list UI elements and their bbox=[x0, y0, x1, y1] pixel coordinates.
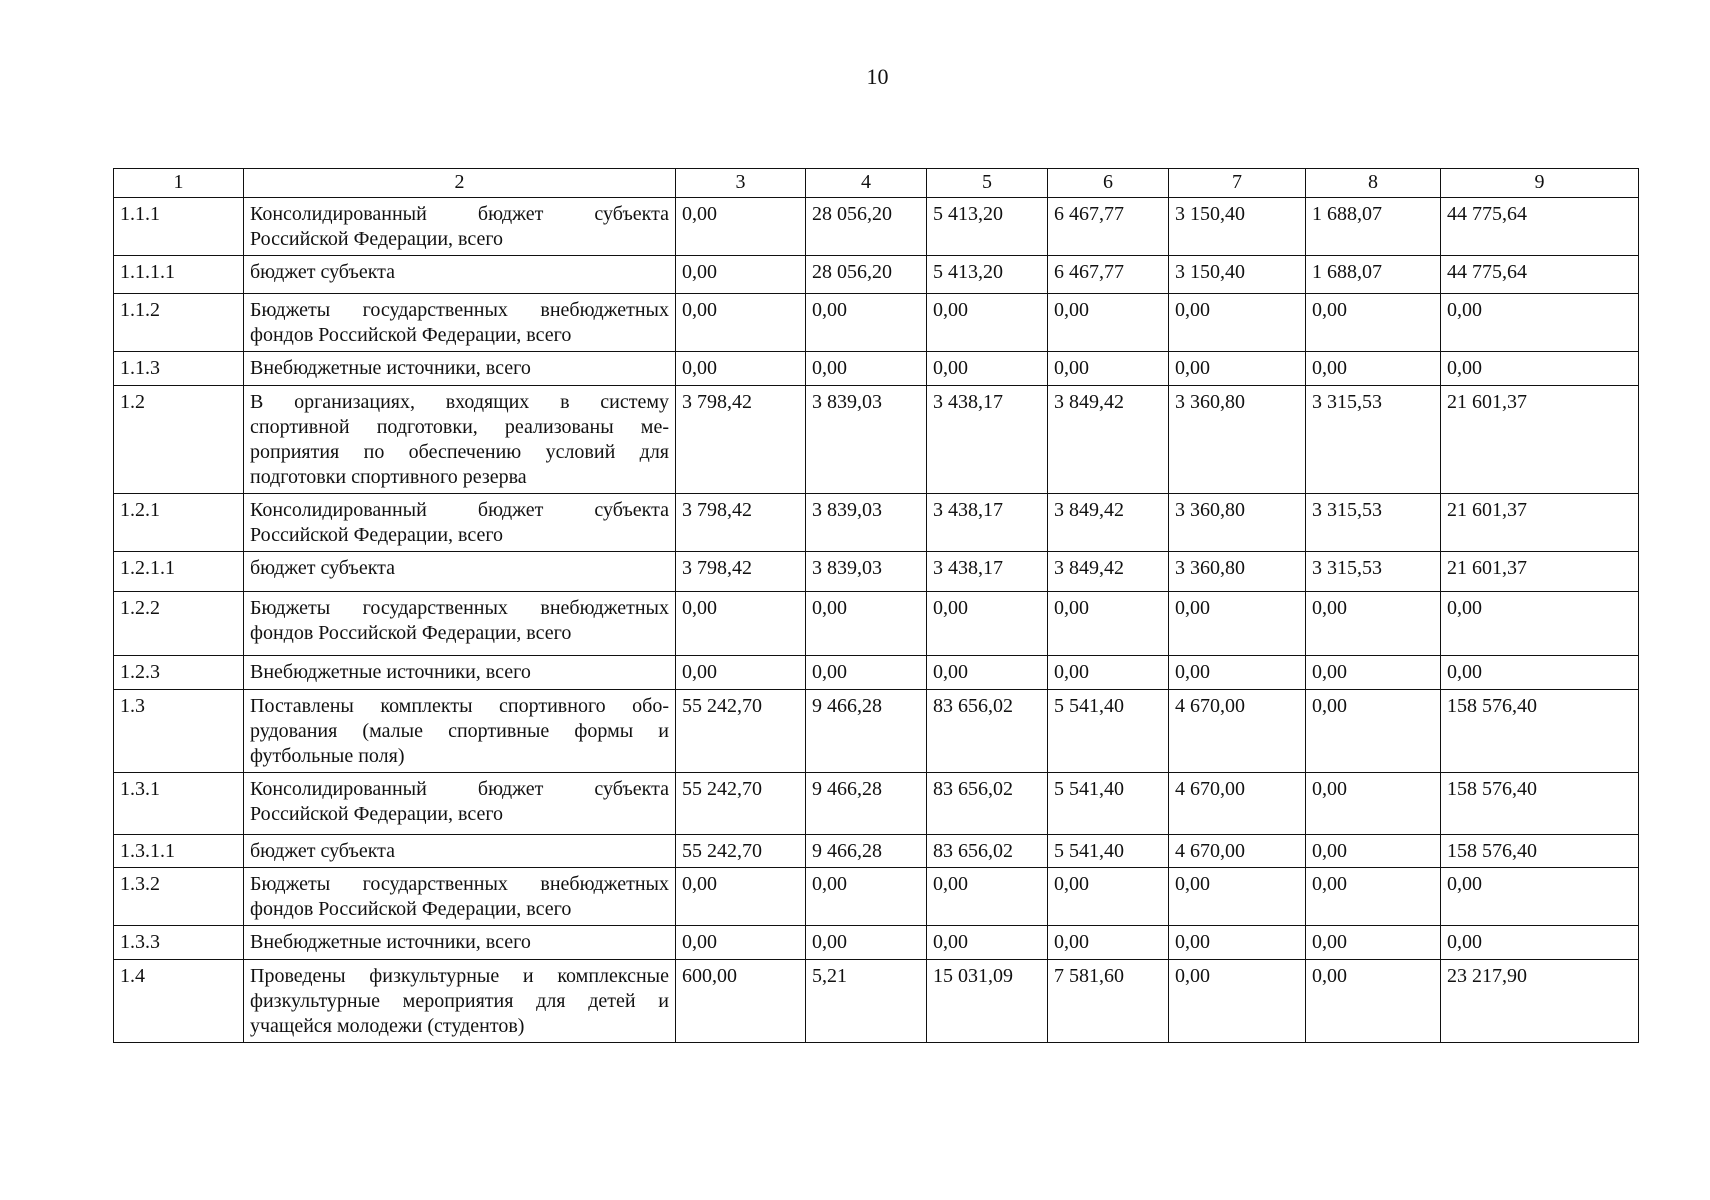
table-row bbox=[114, 690, 1639, 773]
value-cell: 0,00 bbox=[806, 926, 927, 960]
row-code: 1.3.1 bbox=[114, 773, 244, 835]
row-description: Бюджеты государственных внебюджетных фондов Российской Федерации, всего bbox=[244, 868, 676, 926]
row-code: 1.3.3 bbox=[114, 926, 244, 960]
value-cell: 3 849,42 bbox=[1048, 552, 1169, 592]
table-row bbox=[114, 256, 1639, 294]
value-cell: 5 541,40 bbox=[1048, 690, 1169, 773]
row-description: Внебюджетные источники, всего bbox=[244, 352, 676, 386]
value-cell: 3 839,03 bbox=[806, 552, 927, 592]
table-row bbox=[114, 386, 1639, 494]
value-cell: 4 670,00 bbox=[1169, 835, 1306, 868]
value-cell: 0,00 bbox=[1306, 592, 1441, 656]
value-cell: 0,00 bbox=[1048, 294, 1169, 352]
row-description: Поставлены комплекты спортивного оборудования (малые спортивные формы и футбольные поля) bbox=[244, 690, 676, 773]
value-cell: 21 601,37 bbox=[1441, 386, 1639, 494]
value-cell: 3 798,42 bbox=[676, 494, 806, 552]
value-cell: 7 581,60 bbox=[1048, 960, 1169, 1043]
value-cell: 0,00 bbox=[1306, 656, 1441, 690]
header-cell: 6 bbox=[1048, 169, 1169, 198]
value-cell: 0,00 bbox=[676, 868, 806, 926]
value-cell: 0,00 bbox=[1169, 868, 1306, 926]
value-cell: 3 315,53 bbox=[1306, 494, 1441, 552]
value-cell: 0,00 bbox=[1306, 294, 1441, 352]
header-cell: 1 bbox=[114, 169, 244, 198]
value-cell: 0,00 bbox=[676, 926, 806, 960]
table-header bbox=[114, 169, 1639, 198]
value-cell: 23 217,90 bbox=[1441, 960, 1639, 1043]
row-code: 1.3.1.1 bbox=[114, 835, 244, 868]
value-cell: 0,00 bbox=[1048, 868, 1169, 926]
value-cell: 0,00 bbox=[1048, 926, 1169, 960]
value-cell: 3 360,80 bbox=[1169, 552, 1306, 592]
value-cell: 0,00 bbox=[676, 352, 806, 386]
value-cell: 9 466,28 bbox=[806, 773, 927, 835]
value-cell: 3 839,03 bbox=[806, 494, 927, 552]
header-cell: 5 bbox=[927, 169, 1048, 198]
value-cell: 0,00 bbox=[927, 656, 1048, 690]
table-row bbox=[114, 868, 1639, 926]
row-description: бюджет субъекта bbox=[244, 835, 676, 868]
value-cell: 3 360,80 bbox=[1169, 494, 1306, 552]
value-cell: 0,00 bbox=[1306, 868, 1441, 926]
header-cell: 8 bbox=[1306, 169, 1441, 198]
value-cell: 5 541,40 bbox=[1048, 773, 1169, 835]
row-code: 1.2.3 bbox=[114, 656, 244, 690]
value-cell: 0,00 bbox=[806, 868, 927, 926]
value-cell: 0,00 bbox=[927, 352, 1048, 386]
table-row bbox=[114, 656, 1639, 690]
value-cell: 28 056,20 bbox=[806, 256, 927, 294]
table-row bbox=[114, 835, 1639, 868]
value-cell: 0,00 bbox=[676, 592, 806, 656]
value-cell: 0,00 bbox=[1441, 926, 1639, 960]
value-cell: 3 438,17 bbox=[927, 494, 1048, 552]
value-cell: 0,00 bbox=[806, 592, 927, 656]
row-description: бюджет субъекта bbox=[244, 256, 676, 294]
row-code: 1.1.1 bbox=[114, 198, 244, 256]
value-cell: 0,00 bbox=[1169, 926, 1306, 960]
value-cell: 0,00 bbox=[927, 926, 1048, 960]
value-cell: 0,00 bbox=[1306, 773, 1441, 835]
table-body bbox=[114, 198, 1639, 1043]
row-description: Проведены физкультурные и комплексные физкультурные мероприятия для детей и учащейся молодежи (студентов) bbox=[244, 960, 676, 1043]
table-row bbox=[114, 198, 1639, 256]
value-cell: 0,00 bbox=[927, 868, 1048, 926]
value-cell: 4 670,00 bbox=[1169, 773, 1306, 835]
value-cell: 3 150,40 bbox=[1169, 198, 1306, 256]
value-cell: 158 576,40 bbox=[1441, 690, 1639, 773]
value-cell: 83 656,02 bbox=[927, 690, 1048, 773]
value-cell: 3 315,53 bbox=[1306, 552, 1441, 592]
row-code: 1.2.1 bbox=[114, 494, 244, 552]
value-cell: 5 541,40 bbox=[1048, 835, 1169, 868]
value-cell: 3 360,80 bbox=[1169, 386, 1306, 494]
value-cell: 0,00 bbox=[1048, 656, 1169, 690]
table-row bbox=[114, 773, 1639, 835]
value-cell: 5,21 bbox=[806, 960, 927, 1043]
row-code: 1.1.3 bbox=[114, 352, 244, 386]
row-code: 1.4 bbox=[114, 960, 244, 1043]
value-cell: 15 031,09 bbox=[927, 960, 1048, 1043]
value-cell: 83 656,02 bbox=[927, 773, 1048, 835]
value-cell: 1 688,07 bbox=[1306, 256, 1441, 294]
value-cell: 5 413,20 bbox=[927, 256, 1048, 294]
value-cell: 44 775,64 bbox=[1441, 256, 1639, 294]
row-code: 1.3.2 bbox=[114, 868, 244, 926]
value-cell: 0,00 bbox=[1048, 352, 1169, 386]
row-description: Внебюджетные источники, всего bbox=[244, 926, 676, 960]
row-code: 1.1.1.1 bbox=[114, 256, 244, 294]
value-cell: 5 413,20 bbox=[927, 198, 1048, 256]
value-cell: 0,00 bbox=[676, 256, 806, 294]
value-cell: 3 849,42 bbox=[1048, 386, 1169, 494]
value-cell: 55 242,70 bbox=[676, 835, 806, 868]
page-number: 10 bbox=[866, 64, 889, 89]
value-cell: 0,00 bbox=[676, 198, 806, 256]
value-cell: 0,00 bbox=[927, 592, 1048, 656]
table-row bbox=[114, 552, 1639, 592]
value-cell: 0,00 bbox=[1169, 352, 1306, 386]
value-cell: 3 839,03 bbox=[806, 386, 927, 494]
value-cell: 0,00 bbox=[1306, 926, 1441, 960]
table-row bbox=[114, 294, 1639, 352]
value-cell: 9 466,28 bbox=[806, 835, 927, 868]
row-code: 1.2.1.1 bbox=[114, 552, 244, 592]
value-cell: 3 438,17 bbox=[927, 386, 1048, 494]
table-row bbox=[114, 352, 1639, 386]
header-cell: 3 bbox=[676, 169, 806, 198]
row-description: В организациях, входящих в систему спортивной подготовки, реализованы мероприятия по обеспечению условий для подготовки спортивного резерва bbox=[244, 386, 676, 494]
value-cell: 3 315,53 bbox=[1306, 386, 1441, 494]
header-cell: 9 bbox=[1441, 169, 1639, 198]
value-cell: 28 056,20 bbox=[806, 198, 927, 256]
row-description: Консолидированный бюджет субъекта Российской Федерации, всего bbox=[244, 198, 676, 256]
value-cell: 0,00 bbox=[1169, 592, 1306, 656]
value-cell: 0,00 bbox=[1441, 656, 1639, 690]
value-cell: 1 688,07 bbox=[1306, 198, 1441, 256]
header-cell: 7 bbox=[1169, 169, 1306, 198]
table-row bbox=[114, 960, 1639, 1043]
value-cell: 21 601,37 bbox=[1441, 552, 1639, 592]
header-cell: 4 bbox=[806, 169, 927, 198]
header-cell: 2 bbox=[244, 169, 676, 198]
row-code: 1.1.2 bbox=[114, 294, 244, 352]
value-cell: 0,00 bbox=[1306, 835, 1441, 868]
value-cell: 0,00 bbox=[676, 656, 806, 690]
value-cell: 0,00 bbox=[1306, 960, 1441, 1043]
value-cell: 3 798,42 bbox=[676, 386, 806, 494]
row-description: бюджет субъекта bbox=[244, 552, 676, 592]
row-description: Бюджеты государственных внебюджетных фондов Российской Федерации, всего bbox=[244, 294, 676, 352]
value-cell: 3 849,42 bbox=[1048, 494, 1169, 552]
value-cell: 0,00 bbox=[806, 352, 927, 386]
value-cell: 0,00 bbox=[927, 294, 1048, 352]
value-cell: 55 242,70 bbox=[676, 773, 806, 835]
value-cell: 0,00 bbox=[1306, 352, 1441, 386]
value-cell: 0,00 bbox=[1306, 690, 1441, 773]
value-cell: 0,00 bbox=[806, 656, 927, 690]
value-cell: 0,00 bbox=[1441, 592, 1639, 656]
value-cell: 55 242,70 bbox=[676, 690, 806, 773]
value-cell: 83 656,02 bbox=[927, 835, 1048, 868]
value-cell: 0,00 bbox=[1169, 294, 1306, 352]
table-row bbox=[114, 926, 1639, 960]
value-cell: 21 601,37 bbox=[1441, 494, 1639, 552]
row-code: 1.2 bbox=[114, 386, 244, 494]
value-cell: 0,00 bbox=[806, 294, 927, 352]
value-cell: 0,00 bbox=[1169, 656, 1306, 690]
value-cell: 0,00 bbox=[676, 294, 806, 352]
header-row bbox=[114, 169, 1639, 198]
row-description: Внебюджетные источники, всего bbox=[244, 656, 676, 690]
table-row bbox=[114, 592, 1639, 656]
table-row bbox=[114, 494, 1639, 552]
value-cell: 0,00 bbox=[1441, 868, 1639, 926]
value-cell: 3 798,42 bbox=[676, 552, 806, 592]
value-cell: 0,00 bbox=[1441, 352, 1639, 386]
value-cell: 44 775,64 bbox=[1441, 198, 1639, 256]
value-cell: 158 576,40 bbox=[1441, 773, 1639, 835]
row-description: Консолидированный бюджет субъекта Российской Федерации, всего bbox=[244, 494, 676, 552]
row-description: Бюджеты государственных внебюджетных фондов Российской Федерации, всего bbox=[244, 592, 676, 656]
value-cell: 0,00 bbox=[1169, 960, 1306, 1043]
row-description: Консолидированный бюджет субъекта Российской Федерации, всего bbox=[244, 773, 676, 835]
value-cell: 3 150,40 bbox=[1169, 256, 1306, 294]
value-cell: 9 466,28 bbox=[806, 690, 927, 773]
value-cell: 3 438,17 bbox=[927, 552, 1048, 592]
value-cell: 600,00 bbox=[676, 960, 806, 1043]
row-code: 1.3 bbox=[114, 690, 244, 773]
value-cell: 6 467,77 bbox=[1048, 198, 1169, 256]
value-cell: 0,00 bbox=[1048, 592, 1169, 656]
value-cell: 4 670,00 bbox=[1169, 690, 1306, 773]
value-cell: 6 467,77 bbox=[1048, 256, 1169, 294]
value-cell: 0,00 bbox=[1441, 294, 1639, 352]
value-cell: 158 576,40 bbox=[1441, 835, 1639, 868]
row-code: 1.2.2 bbox=[114, 592, 244, 656]
budget-table bbox=[113, 168, 1639, 1043]
